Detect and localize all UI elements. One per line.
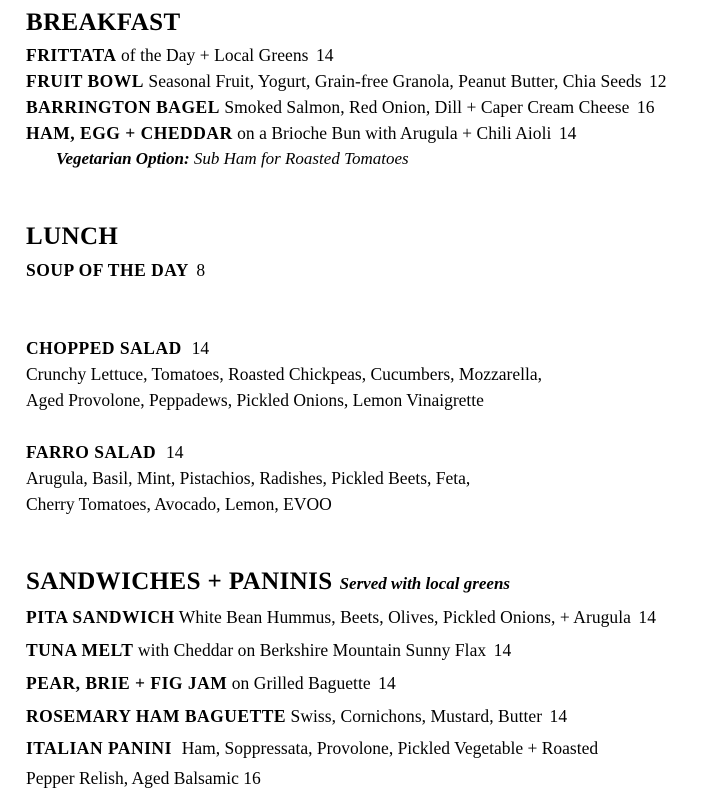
section-spacer — [26, 517, 687, 569]
item-price: 14 — [378, 672, 396, 693]
menu-item-frittata — [26, 42, 687, 68]
item-heading — [26, 733, 687, 763]
item-name: FRUIT BOWL — [26, 71, 144, 92]
item-description-line: Aged Provolone, Peppadews, Pickled Onions, Lemon Vinaigrette — [26, 389, 484, 410]
menu-item-italian-panini — [26, 733, 687, 793]
item-heading — [26, 439, 687, 465]
section-breakfast — [26, 10, 687, 172]
menu-item-pita-sandwich — [26, 601, 687, 634]
section-title-text: LUNCH — [26, 223, 119, 251]
item-description-line: Crunchy Lettuce, Tomatoes, Roasted Chickpeas, Cucumbers, Mozzarella, — [26, 363, 543, 384]
item-price: 14 — [549, 705, 568, 726]
item-spacer — [26, 309, 687, 335]
section-lunch — [26, 224, 687, 516]
section-spacer — [26, 172, 687, 224]
item-name: ITALIAN PANINI — [26, 737, 172, 758]
item-description: Swiss, Cornichons, Mustard, Butter — [290, 705, 543, 726]
menu-item-fruit-bowl — [26, 68, 687, 94]
note-text: Sub Ham for Roasted Tomatoes — [193, 149, 409, 169]
menu-item-ham-egg-cheddar — [26, 120, 687, 146]
item-price: 14 — [493, 639, 512, 660]
item-price: 14 — [191, 337, 210, 358]
section-title-text: SANDWICHES + PANINIS — [26, 567, 333, 595]
item-description: Smoked Salmon, Red Onion, Dill + Caper Cream Cheese — [224, 97, 630, 118]
menu-item-rosemary-ham-baguette — [26, 700, 687, 733]
item-price: 14 — [638, 606, 657, 627]
item-description-line — [26, 763, 687, 793]
item-description: Ham, Soppressata, Provolone, Pickled Vegetable + Roasted — [181, 737, 599, 758]
section-title-sandwiches — [26, 569, 687, 595]
menu-item-soup-of-the-day — [26, 257, 687, 283]
item-description: of the Day + Local Greens — [120, 45, 309, 66]
item-description: on Grilled Baguette — [231, 672, 376, 693]
item-description-line: Arugula, Basil, Mint, Pistachios, Radishes, Pickled Beets, Feta, — [26, 467, 471, 488]
item-description-text: Pepper Relish, Aged Balsamic — [26, 767, 239, 788]
item-price: 16 — [636, 97, 655, 118]
menu-item-pear-brie-fig-jam — [26, 667, 687, 700]
item-name: FARRO SALAD — [26, 441, 161, 462]
menu-item-tuna-melt — [26, 634, 687, 667]
item-price: 16 — [243, 767, 261, 788]
note-label: Vegetarian Option: — [56, 149, 190, 169]
item-name: BARRINGTON BAGEL — [26, 97, 220, 118]
item-price: 12 — [649, 71, 667, 92]
item-heading — [26, 335, 687, 361]
item-name: CHOPPED SALAD — [26, 337, 182, 358]
section-sandwiches-paninis — [26, 569, 687, 793]
item-price: 14 — [558, 123, 577, 144]
item-name: ROSEMARY HAM BAGUETTE — [26, 705, 287, 726]
item-price: 14 — [315, 45, 334, 66]
section-title-breakfast — [26, 10, 687, 36]
item-name: HAM, EGG + CHEDDAR — [26, 123, 233, 144]
item-name: PEAR, BRIE + FIG JAM — [26, 672, 228, 693]
item-description: with Cheddar on Berkshire Mountain Sunny Flax — [137, 639, 487, 660]
menu-item-barrington-bagel — [26, 94, 687, 120]
item-name: TUNA MELT — [26, 639, 134, 660]
item-name: SOUP OF THE DAY — [26, 259, 189, 280]
item-price: 8 — [196, 259, 206, 280]
menu-item-farro-salad — [26, 439, 687, 517]
item-description-line: Cherry Tomatoes, Avocado, Lemon, EVOO — [26, 493, 332, 514]
item-price: 14 — [166, 441, 184, 462]
section-title-lunch — [26, 224, 687, 250]
item-spacer — [26, 413, 687, 439]
item-description: Seasonal Fruit, Yogurt, Grain-free Granola, Peanut Butter, Chia Seeds — [148, 71, 642, 92]
item-description: on a Brioche Bun with Arugula + Chili Aioli — [237, 123, 552, 144]
menu-item-chopped-salad — [26, 335, 687, 413]
item-name: PITA SANDWICH — [26, 606, 175, 627]
vegetarian-option-note — [26, 146, 687, 172]
item-description: White Bean Hummus, Beets, Olives, Pickled Onions, + Arugula — [178, 606, 631, 627]
section-subtitle: Served with local greens — [339, 573, 511, 593]
section-title-text: BREAKFAST — [26, 9, 181, 36]
item-name: FRITTATA — [26, 45, 117, 66]
item-spacer — [26, 283, 687, 309]
